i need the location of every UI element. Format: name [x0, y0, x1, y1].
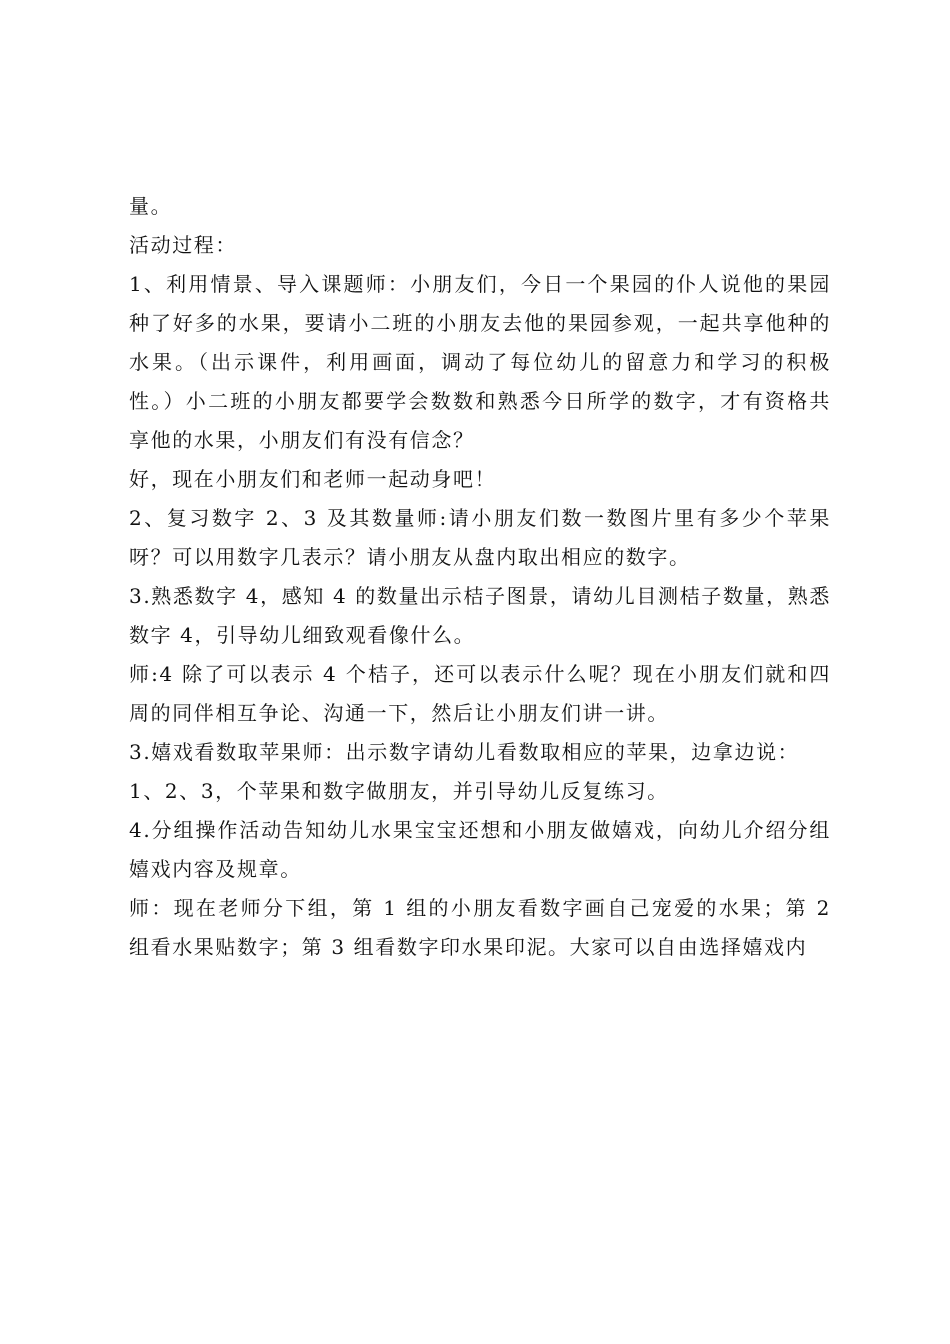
- paragraph-11: 师：现在老师分下组，第 1 组的小朋友看数字画自己宠爱的水果；第 2 组看水果贴数字；第 3 组看数字印水果印泥。大家可以自由选择嬉戏内: [129, 896, 831, 959]
- paragraph-10: 4.分组操作活动告知幼儿水果宝宝还想和小朋友做嬉戏，向幼儿介绍分组嬉戏内容及规章。: [129, 818, 831, 881]
- document-body: [129, 187, 831, 967]
- paragraph-6: 3.熟悉数字 4，感知 4 的数量出示桔子图景，请幼儿目测桔子数量，熟悉数字 4，引导幼儿细致观看像什么。: [129, 584, 831, 647]
- paragraph-4: 好，现在小朋友们和老师一起动身吧！: [129, 467, 497, 491]
- paragraph-7: 师:4 除了可以表示 4 个桔子，还可以表示什么呢？现在小朋友们就和四周的同伴相互争论、沟通一下，然后让小朋友们讲一讲。: [129, 662, 831, 725]
- paragraph-3: 1、利用情景、导入课题师：小朋友们，今日一个果园的仆人说他的果园种了好多的水果，要请小二班的小朋友去他的果园参观，一起共享他种的水果。（出示课件，利用画面，调动了每位幼儿的留意力和学习的积极性。）小二班的小朋友都要学会数数和熟悉今日所学的数字，才有资格共享他的水果，小朋友们有没有信念？: [129, 272, 831, 452]
- paragraph-1: 量。: [129, 194, 173, 218]
- paragraph-2: 活动过程：: [129, 233, 237, 257]
- paragraph-5: 2、复习数字 2、3 及其数量师:请小朋友们数一数图片里有多少个苹果呀？可以用数字几表示？请小朋友从盘内取出相应的数字。: [129, 506, 831, 569]
- paragraph-8: 3.嬉戏看数取苹果师：出示数字请幼儿看数取相应的苹果，边拿边说：: [129, 740, 800, 764]
- paragraph-9: 1、2、3，个苹果和数字做朋友，并引导幼儿反复练习。: [129, 779, 669, 803]
